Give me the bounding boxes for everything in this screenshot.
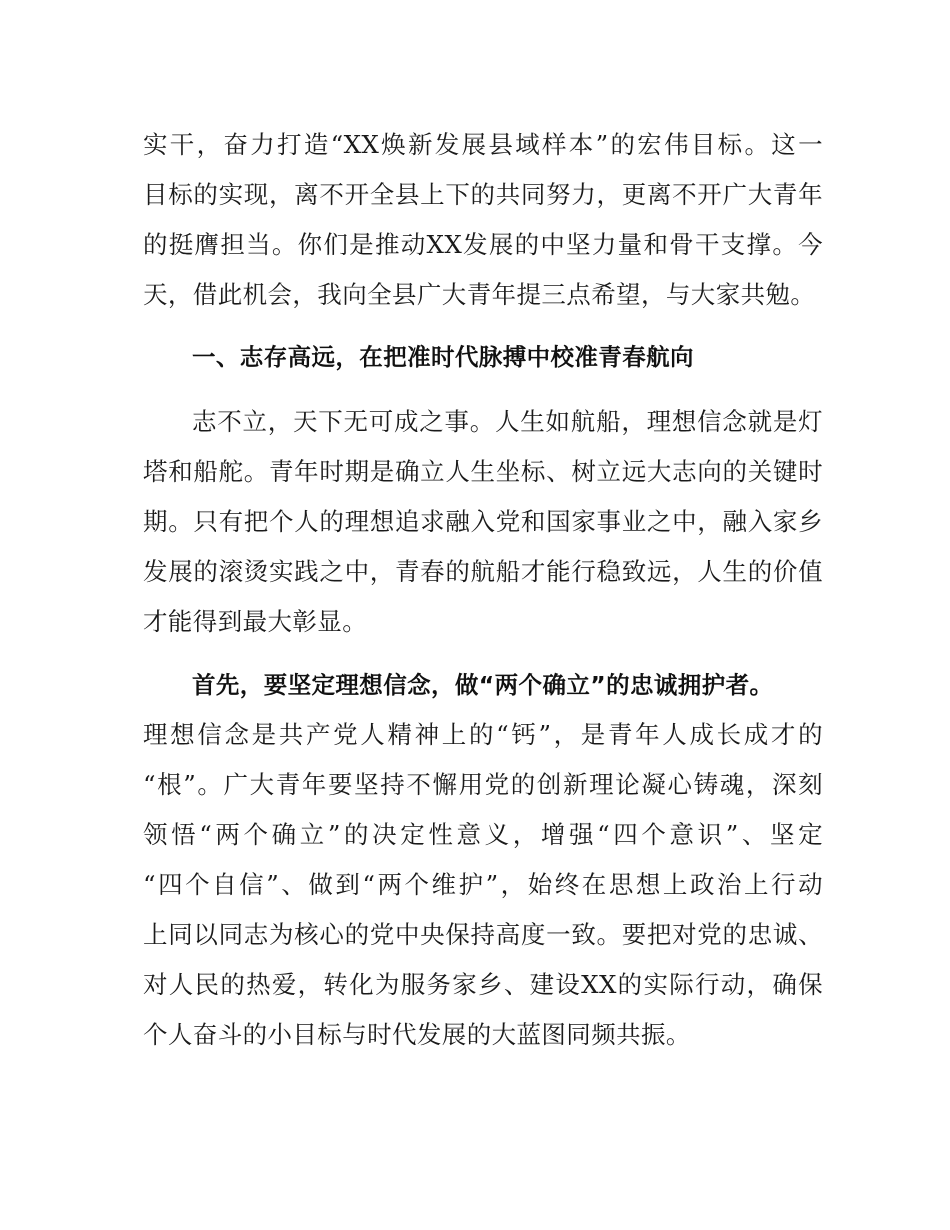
paragraph-line: 的挺膺担当。你们是推动XX发展的中坚力量和骨干支撑。今 <box>143 230 823 259</box>
paragraph-line: 对人民的热爱，转化为服务家乡、建设XX的实际行动，确保 <box>143 970 823 999</box>
paragraph-line: 才能得到最大彰显。 <box>143 607 368 636</box>
point-lead-sentence: 首先，要坚定理想信念，做“两个确立”的忠诚拥护者。 <box>192 671 774 699</box>
paragraph-line: 塔和船舵。青年时期是确立人生坐标、树立远大志向的关键时 <box>143 457 823 486</box>
paragraph-line: 领悟“两个确立”的决定性意义，增强“四个意识”、坚定 <box>143 820 823 849</box>
paragraph-line: 天，借此机会，我向全县广大青年提三点希望，与大家共勉。 <box>143 280 816 309</box>
paragraph-line: 期。只有把个人的理想追求融入党和国家事业之中，融入家乡 <box>143 507 823 536</box>
paragraph-line: 上同以同志为核心的党中央保持高度一致。要把对党的忠诚、 <box>143 920 823 949</box>
paragraph-line: 志不立，天下无可成之事。人生如航船，理想信念就是灯 <box>192 407 823 436</box>
paragraph-line: 个人奋斗的小目标与时代发展的大蓝图同频共振。 <box>143 1020 691 1049</box>
paragraph-line: 发展的滚烫实践之中，青春的航船才能行稳致远，人生的价值 <box>143 557 823 586</box>
paragraph-line: 目标的实现，离不开全县上下的共同努力，更离不开广大青年 <box>143 180 823 209</box>
paragraph-line: “根”。广大青年要坚持不懈用党的创新理论凝心铸魂，深刻 <box>143 770 823 799</box>
paragraph-line: 实干，奋力打造“XX焕新发展县域样本”的宏伟目标。这一 <box>143 130 823 159</box>
paragraph-line: 理想信念是共产党人精神上的“钙”，是青年人成长成才的 <box>143 720 823 749</box>
paragraph-line: “四个自信”、做到“两个维护”，始终在思想上政治上行动 <box>143 870 823 899</box>
section-heading: 一、志存高远，在把准时代脉搏中校准青春航向 <box>192 343 694 371</box>
